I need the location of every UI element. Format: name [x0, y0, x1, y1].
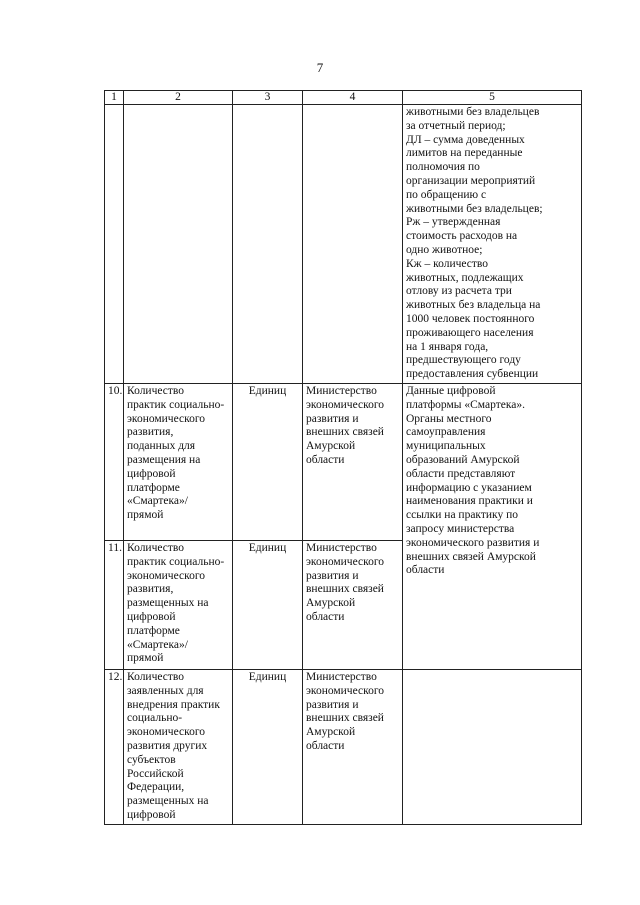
indicator-name-line: социально- [127, 712, 183, 725]
formula-legend-line: предоставления субвенции [406, 368, 539, 381]
source-note-line: Данные цифровой [406, 384, 496, 397]
unit-cell: Единиц [233, 383, 303, 540]
responsible-org-line: внешних связей [306, 583, 384, 596]
indicator-name-line: Количество [127, 541, 184, 554]
indicator-name-line: Количество [127, 670, 184, 683]
formula-legend-line: предшествующего году [406, 354, 521, 367]
source-note-line: образований Амурской [406, 453, 520, 466]
formula-legend-line: проживающего населения [406, 326, 534, 339]
responsible-org-line: Амурской [306, 440, 356, 453]
formula-legend-line: организации мероприятий [406, 174, 536, 187]
source-note-line: внешних связей Амурской [406, 550, 536, 563]
indicator-name-line: платформе [127, 624, 180, 637]
source-note-line: информацию с указанием [406, 481, 532, 494]
formula-legend-line: полномочия по [406, 161, 480, 174]
responsible-org-line: Амурской [306, 597, 356, 610]
indicator-name-line: «Смартека»/ [127, 495, 188, 508]
source-note-line: ссылки на практику по [406, 509, 519, 522]
formula-legend-line: Рж – утвержденная [406, 216, 501, 229]
formula-legend-line: Кж – количество [406, 257, 489, 270]
indicator-name-line: развития, [127, 426, 174, 439]
indicator-name-line: практик социально- [127, 398, 225, 411]
indicator-name-line: экономического [127, 726, 206, 739]
indicator-name [124, 540, 233, 669]
formula-legend-line: животными без владельцев; [406, 202, 543, 215]
indicator-name-line: размещенных на [127, 795, 209, 808]
indicator-name-line: размещения на [127, 453, 201, 466]
indicator-name-line: внедрения практик [127, 698, 220, 711]
responsible-org-line: области [306, 739, 345, 752]
indicator-name-line: поданных для [127, 440, 196, 453]
responsible-org-line: Министерство [306, 541, 377, 554]
empty-cell [105, 105, 124, 384]
empty-cell [233, 105, 303, 384]
indicator-name-line: «Смартека»/ [127, 638, 188, 651]
indicator-name-line: субъектов [127, 753, 176, 766]
indicator-name-line: прямой [127, 509, 164, 522]
indicator-name-line: цифровой [127, 467, 176, 480]
source-note-line: самоуправления [406, 426, 486, 439]
unit-cell: Единиц [233, 540, 303, 669]
formula-legend-line: животных без владельца на [406, 299, 541, 312]
formula-legend-line: стоимость расходов на [406, 230, 518, 243]
formula-legend-line: животных, подлежащих [406, 271, 524, 284]
empty-cell [124, 105, 233, 384]
indicators-table [104, 90, 582, 825]
indicator-name-line: платформе [127, 481, 180, 494]
responsible-org-line: области [306, 610, 345, 623]
table-row [105, 383, 582, 540]
source-note-line: экономического развития и [406, 536, 540, 549]
header-col-2: 2 [124, 91, 233, 105]
unit-cell: Единиц [233, 669, 303, 824]
formula-legend-line: ДЛ – сумма доведенных [406, 133, 525, 146]
header-col-5: 5 [403, 91, 582, 105]
responsible-org-line: внешних связей [306, 426, 384, 439]
source-note-line: наименования практики и [406, 495, 533, 508]
source-note-line: муниципальных [406, 440, 486, 453]
indicator-name-line: практик социально- [127, 555, 225, 568]
indicator-name-line: размещенных на [127, 597, 209, 610]
source-note-line: запросу министерства [406, 522, 515, 535]
formula-legend-line: одно животное; [406, 243, 483, 256]
row-number: 11. [105, 540, 124, 669]
indicator-name-line: цифровой [127, 610, 176, 623]
responsible-org [303, 669, 403, 824]
responsible-org-line: экономического [306, 555, 385, 568]
responsible-org-line: Министерство [306, 670, 377, 683]
indicator-name-line: развития, [127, 583, 174, 596]
responsible-org-line: внешних связей [306, 712, 384, 725]
responsible-org-line: Амурской [306, 726, 356, 739]
row-number: 12. [105, 669, 124, 824]
source-note-line: платформы «Смартека». [406, 398, 525, 411]
formula-legend-line: 1000 человек постоянного [406, 312, 535, 325]
formula-legend-line: на 1 января года, [406, 340, 489, 353]
indicator-name-line: экономического [127, 569, 206, 582]
table-row [105, 669, 582, 824]
responsible-org-line: экономического [306, 684, 385, 697]
indicator-name-line: прямой [127, 652, 164, 665]
empty-cell [303, 105, 403, 384]
indicator-name [124, 383, 233, 540]
responsible-org [303, 540, 403, 669]
indicator-name-line: развития других [127, 739, 208, 752]
indicator-name-line: заявленных для [127, 684, 204, 697]
formula-legend-cell [403, 105, 582, 384]
formula-legend-line: отлову из расчета три [406, 285, 512, 298]
source-note-line: области [406, 564, 445, 577]
header-col-4: 4 [303, 91, 403, 105]
source-note-line: Органы местного [406, 412, 492, 425]
header-col-1: 1 [105, 91, 124, 105]
page-number: 7 [316, 60, 324, 75]
indicator-name-line: цифровой [127, 808, 176, 821]
empty-cell [403, 669, 582, 824]
indicator-name-line: экономического [127, 412, 206, 425]
indicator-name-line: Количество [127, 384, 184, 397]
header-col-3: 3 [233, 91, 303, 105]
formula-legend-line: животными без владельцев [406, 106, 540, 118]
responsible-org-line: экономического [306, 398, 385, 411]
indicator-name-line: Федерации, [127, 781, 185, 794]
formula-legend-line: по обращению с [406, 188, 487, 201]
indicator-name [124, 669, 233, 824]
responsible-org [303, 383, 403, 540]
source-note-line: области представляют [406, 467, 516, 480]
row-number: 10. [105, 383, 124, 540]
responsible-org-line: развития и [306, 698, 359, 711]
responsible-org-line: области [306, 453, 345, 466]
responsible-org-line: развития и [306, 412, 359, 425]
responsible-org-line: развития и [306, 569, 359, 582]
formula-legend-line: за отчетный период; [406, 119, 506, 132]
formula-legend-line: лимитов на переданные [406, 147, 523, 160]
source-note [403, 383, 582, 669]
table-row-continued [105, 105, 582, 384]
responsible-org-line: Министерство [306, 384, 377, 397]
indicator-name-line: Российской [127, 767, 184, 780]
header-row [105, 91, 582, 105]
